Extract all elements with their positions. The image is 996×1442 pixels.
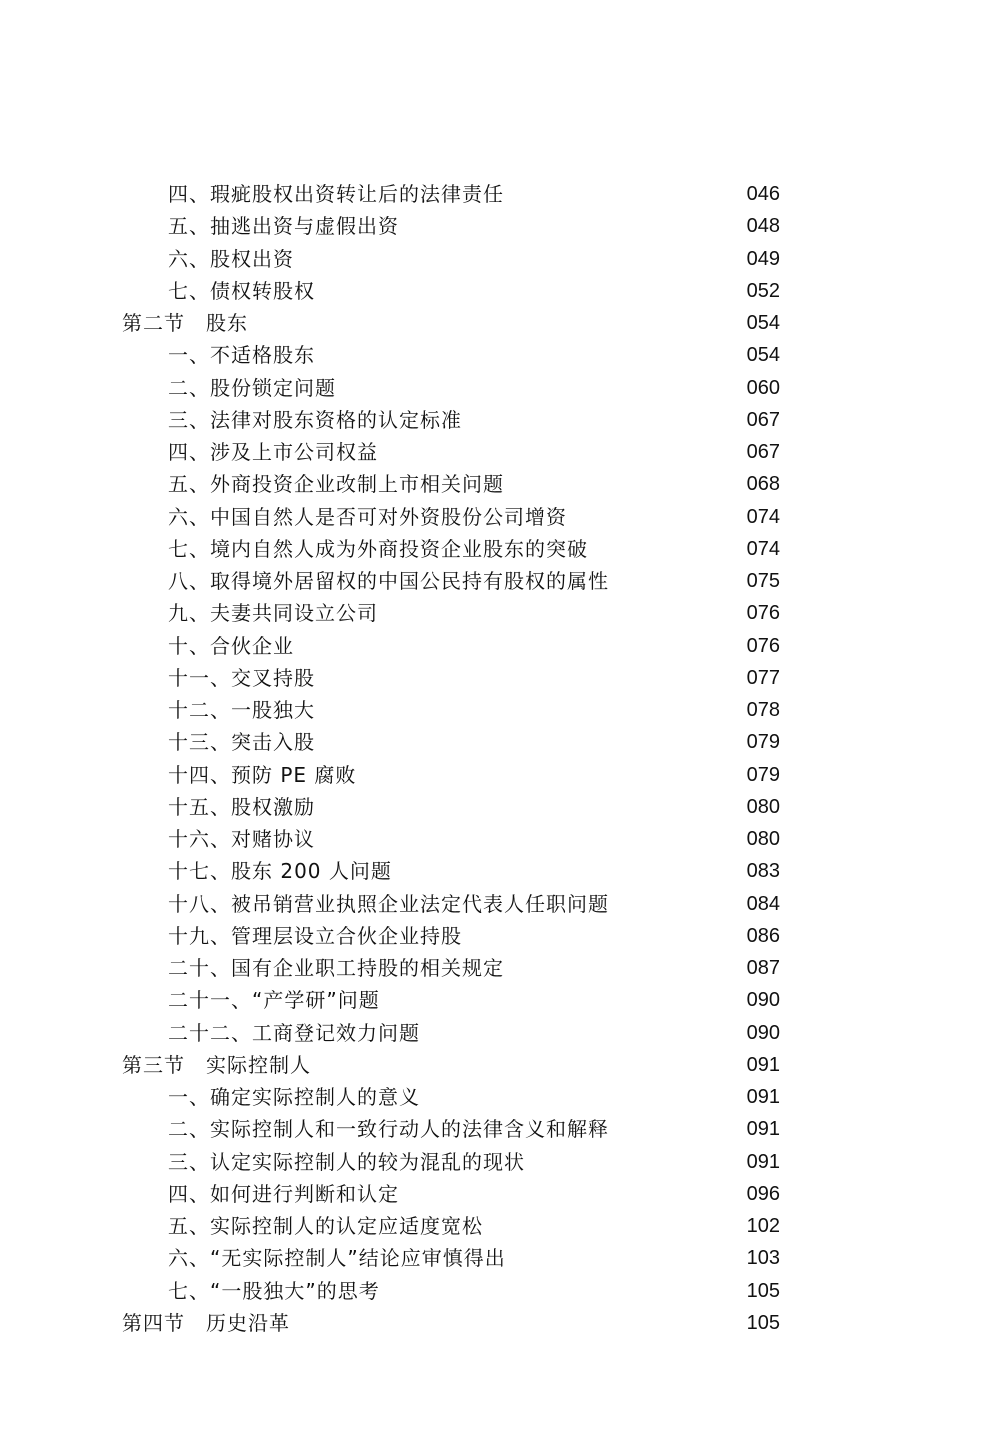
toc-entry[interactable] [0, 468, 996, 500]
toc-entry-page-number: 091 [746, 1118, 780, 1141]
toc-entry-page-number: 086 [746, 924, 780, 947]
toc-entry[interactable] [0, 372, 996, 404]
toc-entry-page-number: 060 [746, 376, 780, 399]
toc-entry-title: 二十二、工商登记效力问题 [168, 1020, 420, 1045]
toc-entry-title: 二、实际控制人和一致行动人的法律含义和解释 [168, 1117, 609, 1142]
toc-entry[interactable] [0, 1242, 996, 1274]
toc-entry-page-number: 067 [746, 441, 780, 463]
toc-entry-title: 二十、国有企业职工持股的相关规定 [168, 956, 504, 980]
toc-entry[interactable] [0, 1178, 996, 1210]
toc-entry-page-number: 090 [746, 1021, 780, 1044]
toc-entry-page-number: 068 [746, 473, 780, 496]
toc-entry[interactable] [0, 759, 996, 791]
toc-entry-title: 第二节 股东 [122, 311, 248, 335]
toc-entry-title: 第四节 历史沿革 [122, 1310, 290, 1335]
toc-entry-page-number: 079 [746, 731, 780, 754]
toc-entry-page-number: 090 [746, 989, 780, 1012]
toc-entry-title: 第三节 实际控制人 [122, 1052, 311, 1077]
toc-entry-page-number: 076 [746, 602, 780, 625]
toc-entry-title: 十、合伙企业 [168, 633, 294, 658]
toc-entry[interactable] [0, 436, 996, 468]
toc-entry[interactable] [0, 855, 996, 887]
toc-entry-title: 五、实际控制人的认定应适度宽松 [168, 1214, 483, 1238]
toc-entry-title: 八、取得境外居留权的中国公民持有股权的属性 [168, 569, 609, 593]
toc-entry-page-number: 067 [746, 408, 780, 431]
toc-entry-page-number: 075 [746, 570, 780, 592]
toc-entry-title: 六、“无实际控制人”结论应审慎得出 [168, 1246, 506, 1271]
toc-entry-title: 十四、预防 PE 腐败 [168, 762, 357, 787]
toc-entry-title: 十七、股东 200 人问题 [168, 859, 392, 884]
toc-entry-page-number: 103 [746, 1247, 780, 1270]
toc-entry[interactable] [0, 791, 996, 823]
toc-entry[interactable] [0, 920, 996, 952]
toc-entry-title: 四、瑕疵股权出资转让后的法律责任 [168, 182, 504, 206]
toc-entry[interactable] [0, 823, 996, 855]
toc-entry[interactable] [0, 339, 996, 371]
toc-entry-page-number: 096 [746, 1182, 780, 1205]
toc-entry[interactable] [0, 726, 996, 758]
table-of-contents [0, 178, 996, 1339]
toc-entry-page-number: 076 [746, 634, 780, 657]
toc-entry-title: 七、“一股独大”的思考 [168, 1278, 380, 1303]
toc-entry-page-number: 046 [746, 183, 780, 205]
toc-entry-page-number: 084 [746, 892, 780, 915]
toc-entry-title: 三、法律对股东资格的认定标准 [168, 407, 462, 432]
toc-entry-title: 一、确定实际控制人的意义 [168, 1085, 420, 1109]
toc-entry[interactable] [0, 178, 996, 210]
toc-entry-title: 六、中国自然人是否可对外资股份公司增资 [168, 504, 567, 529]
toc-entry-page-number: 079 [746, 763, 780, 786]
toc-entry-page-number: 080 [746, 828, 780, 850]
toc-entry-title: 二、股份锁定问题 [168, 375, 336, 400]
toc-entry-title: 三、认定实际控制人的较为混乱的现状 [168, 1149, 525, 1174]
toc-entry[interactable] [0, 888, 996, 920]
toc-entry-page-number: 080 [746, 795, 780, 818]
toc-entry-page-number: 091 [746, 1053, 780, 1076]
toc-entry-title: 十二、一股独大 [168, 698, 315, 722]
toc-entry[interactable] [0, 597, 996, 629]
toc-entry[interactable] [0, 533, 996, 565]
toc-entry-title: 十一、交叉持股 [168, 665, 315, 690]
toc-entry-page-number: 049 [746, 247, 780, 270]
toc-entry-page-number: 078 [746, 699, 780, 721]
toc-entry-page-number: 105 [746, 1311, 780, 1334]
toc-entry-page-number: 091 [746, 1086, 780, 1108]
toc-entry[interactable] [0, 404, 996, 436]
toc-entry[interactable] [0, 662, 996, 694]
toc-entry-page-number: 054 [746, 344, 780, 367]
toc-entry-page-number: 074 [746, 537, 780, 560]
toc-entry-title: 十六、对赌协议 [168, 827, 315, 851]
toc-entry[interactable] [0, 1275, 996, 1307]
toc-entry[interactable] [0, 210, 996, 242]
toc-entry-title: 十九、管理层设立合伙企业持股 [168, 923, 462, 948]
toc-entry[interactable] [0, 501, 996, 533]
toc-entry-title: 十八、被吊销营业执照企业法定代表人任职问题 [168, 891, 609, 916]
toc-entry-title: 七、境内自然人成为外商投资企业股东的突破 [168, 536, 588, 561]
toc-entry[interactable] [0, 1081, 996, 1113]
toc-entry-page-number: 091 [746, 1150, 780, 1173]
toc-entry-page-number: 102 [746, 1215, 780, 1237]
toc-entry[interactable] [0, 1113, 996, 1145]
toc-entry[interactable] [0, 1017, 996, 1049]
toc-entry-page-number: 105 [746, 1279, 780, 1302]
toc-entry-page-number: 077 [746, 666, 780, 689]
toc-entry-page-number: 087 [746, 957, 780, 979]
toc-entry-title: 六、股权出资 [168, 246, 294, 271]
toc-entry[interactable] [0, 1210, 996, 1242]
toc-entry-page-number: 052 [746, 279, 780, 302]
toc-entry-title: 五、抽逃出资与虚假出资 [168, 214, 399, 239]
toc-entry-page-number: 048 [746, 215, 780, 238]
toc-entry[interactable] [0, 694, 996, 726]
toc-entry-title: 五、外商投资企业改制上市相关问题 [168, 472, 504, 497]
toc-entry-title: 十五、股权激励 [168, 794, 315, 819]
toc-entry[interactable] [0, 565, 996, 597]
toc-entry-title: 二十一、“产学研”问题 [168, 988, 380, 1013]
toc-entry[interactable] [0, 1146, 996, 1178]
toc-entry-page-number: 083 [746, 860, 780, 883]
toc-section-entry[interactable] [0, 307, 996, 339]
toc-section-entry[interactable] [0, 1307, 996, 1339]
toc-entry[interactable] [0, 952, 996, 984]
toc-entry-title: 七、债权转股权 [168, 278, 315, 303]
toc-entry[interactable] [0, 243, 996, 275]
toc-entry-page-number: 054 [746, 312, 780, 334]
toc-entry-title: 四、涉及上市公司权益 [168, 440, 378, 464]
toc-entry-title: 十三、突击入股 [168, 730, 315, 755]
toc-entry-title: 九、夫妻共同设立公司 [168, 601, 378, 626]
toc-entry-title: 一、不适格股东 [168, 343, 315, 368]
toc-entry[interactable] [0, 275, 996, 307]
toc-section-entry[interactable] [0, 1049, 996, 1081]
toc-entry[interactable] [0, 630, 996, 662]
toc-entry-page-number: 074 [746, 505, 780, 528]
toc-entry[interactable] [0, 984, 996, 1016]
toc-entry-title: 四、如何进行判断和认定 [168, 1181, 399, 1206]
